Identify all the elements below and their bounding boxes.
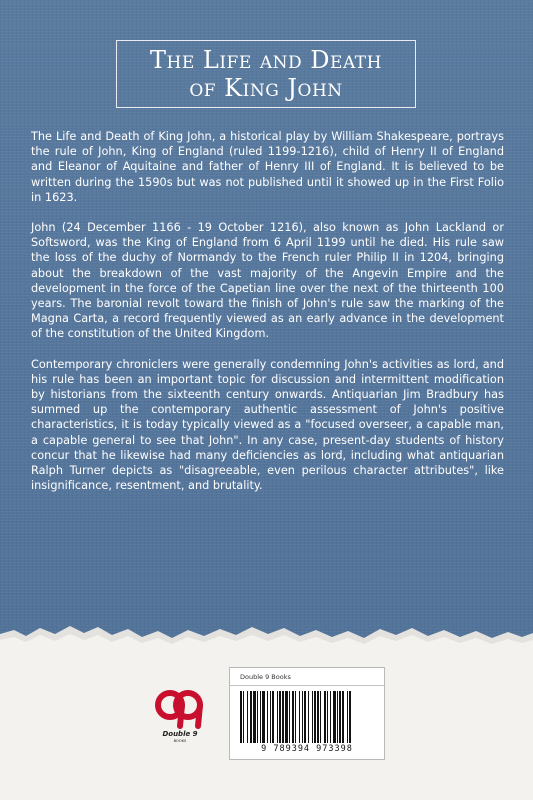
description-paragraph-1: The Life and Death of King John, a historical play by William Shakespeare, portrays the rule of John, King of England (ruled 1199-1216), child of Henry II of England and Eleanor of Aquitaine and father of Henry III of England. It is believed to be written during the 1590s but was not published until it showed up in the First Folio in 1623. [31,130,504,204]
barcode-bar [324,691,326,743]
barcode-bar [312,691,313,743]
barcode-bar [317,691,319,743]
barcode-bar [339,691,341,743]
barcode-bar [330,691,331,743]
barcode-bar [289,691,290,743]
barcode-bar [270,691,271,743]
barcode-bar [243,691,244,743]
description-text [31,129,504,508]
barcode-bar [320,691,321,743]
publisher-label: Double 9 Books [230,668,384,686]
description-paragraph-2: John (24 December 1166 - 19 October 1216), also known as John Lackland or Softsword, was the King of England from 6 April 1199 until he died. His rule saw the loss of the duchy of Normandy to the French ruler Philip II in 1204, bringing about the breakdown of the vast majority of the Angevin Empire and the development in the force of the Capetian line over the next of the thirteenth 100 years. The baronial revolt toward the finish of John's rule saw the marking of the Magna Carta, a record frequently viewed as an early advance in the development of the constitution of the United Kingdom. [31,221,504,341]
barcode-bar [337,691,338,743]
barcode-bar [292,691,294,743]
title-line-2: of King John [189,74,343,102]
logo-tagline: BOOKS [173,739,187,742]
double-9-logo-icon [150,688,210,742]
barcode-bar [327,691,328,743]
logo-wordmark: Double 9 [162,730,198,738]
barcode-bar [260,691,261,743]
barcode-bar [285,691,288,743]
barcode-bar [302,691,303,743]
barcode-bar [349,691,351,743]
barcode-bar [299,691,300,743]
barcode-bar [333,691,336,743]
barcode-bar [295,691,296,743]
barcode-bar [277,691,278,743]
barcode-bar [308,691,309,743]
title-frame [116,40,416,108]
barcode-bar [279,691,281,743]
barcode-bar [314,691,316,743]
isbn-number: 9 789394 973398 [261,744,353,754]
barcode-bar [262,691,265,743]
barcode-icon [238,691,378,743]
barcode-bar [347,691,348,743]
description-paragraph-3: Contemporary chroniclers were generally condemning John's activities as lord, and his rule has been an important topic for discussion and intermittent modification by historians from the sixteenth century onwards. Antiquarian Jim Bradbury has summed up the contemporary authentic assessment of John's positive characteristics, it is today typically viewed as a "focused overseer, a capable man, a capable general to see that John". In any case, present-day students of history concur that he likewise had many deficiencies as lord, including what antiquarian Ralph Turner depicts as "disagreeable, even perilous character attributes", like insignificance, resentment, and brutality. [31,357,504,493]
publisher-barcode-box [229,667,385,760]
title-line-1: The Life and Death [150,46,382,74]
torn-paper-edge [0,600,533,670]
barcode-bar [247,691,248,743]
barcode-bar [342,691,344,743]
barcode-bar [304,691,306,743]
barcode-bar [253,691,256,743]
barcode-bar [240,691,242,743]
barcode-bar [257,691,258,743]
barcode-bar [250,691,252,743]
barcode-bar [272,691,274,743]
barcode-bar [282,691,284,743]
barcode-bar [267,691,268,743]
